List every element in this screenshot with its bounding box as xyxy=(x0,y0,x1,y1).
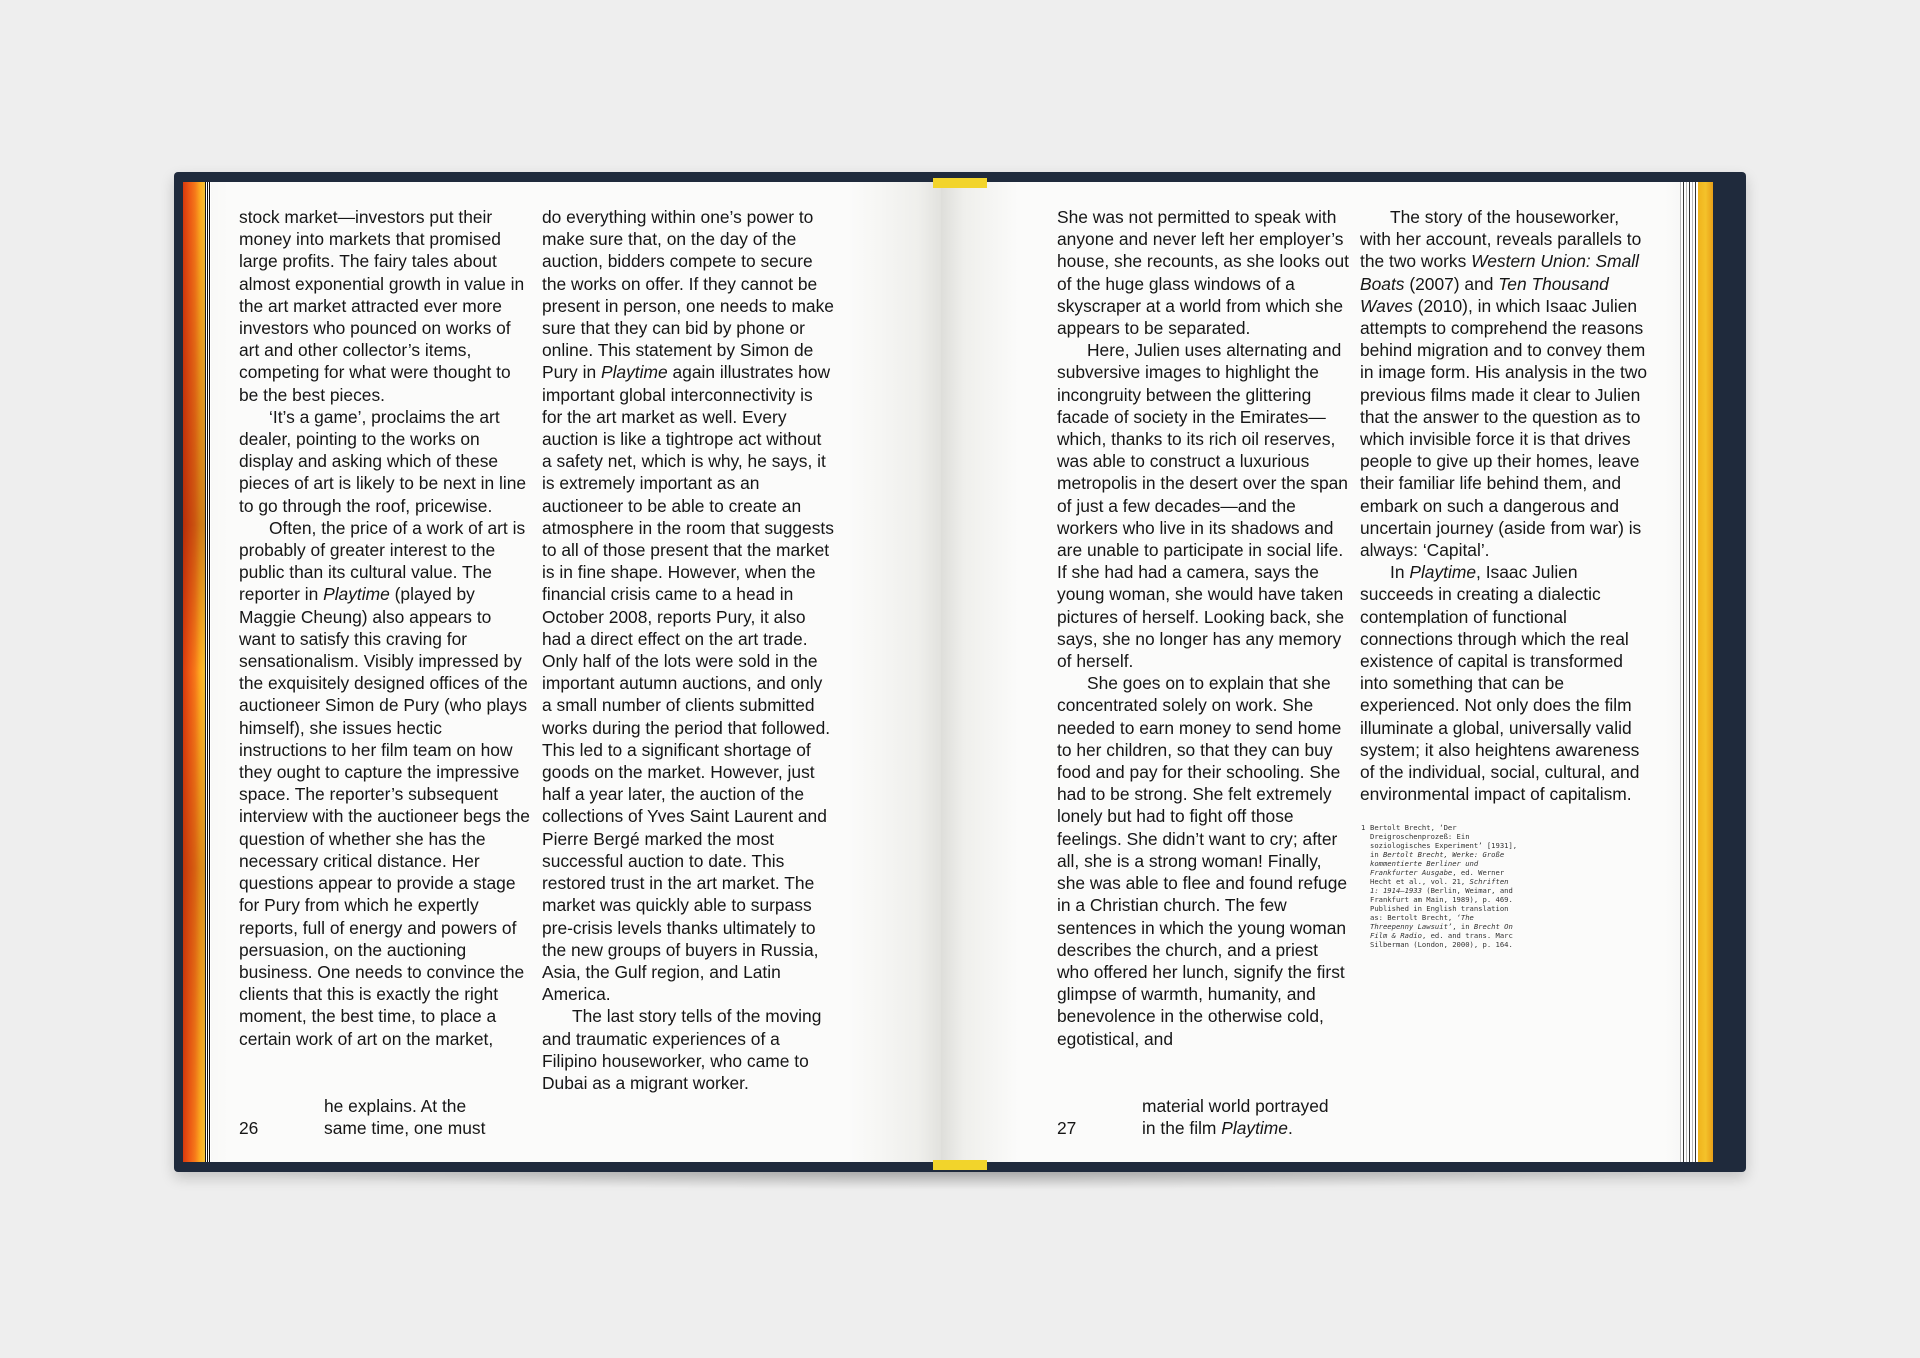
tail-line: in the film Playtime. xyxy=(1142,1118,1293,1139)
left-page-edge-print xyxy=(183,182,205,1162)
paragraph: The last story tells of the moving and traumatic experiences of a Filipino houseworker, who came to Dubai as a migrant worker. xyxy=(542,1006,822,1093)
bookmark-ribbon-bottom xyxy=(933,1160,987,1170)
left-page-column-1 xyxy=(239,206,531,1050)
tail-line: material world portrayed xyxy=(1142,1096,1329,1116)
footnote xyxy=(1361,823,1521,949)
paragraph: Often, the price of a work of art is probably of greater interest to the public than its cultural value. The reporter in Playtime (played by Maggie Cheung) also appears to want to satisfy this craving for sensationalism. Visibly impressed by the exquisitely designed offices of the auctioneer Simon de Pury (who plays himself), she issues hectic instructions to her film team on how they ought to capture the impressive space. The reporter’s subsequent interview with the auctioneer begs the question of whether she has the necessary critical distance. Her questions appear to provide a stage for Pury from which he expertly reports, full of energy and powers of persuasion, on the auctioning business. One needs to convince the clients that this is exactly the right moment, the best time, to place a certain work of art on the market, xyxy=(239,517,530,1049)
paragraph: stock market—investors put their money into markets that promised large profits. The fairy tales about almost exponential growth in value in the art market attracted ever more investors who pounced on works of art and other collector’s items, competing for what were thought to be the best pieces. xyxy=(239,207,525,405)
bookmark-ribbon-top xyxy=(933,178,987,188)
paragraph: ‘It’s a game’, proclaims the art dealer, pointing to the works on display and asking which of these pieces of art is likely to be next in line to go through the roof, pricewise. xyxy=(239,406,527,516)
right-page-edge-lines xyxy=(1680,182,1698,1162)
paragraph: In Playtime, Isaac Julien succeeds in creating a dialectic contemplation of functional connections through which the real existence of capital is transformed into something that can be experienced. Not only does the film illuminate a global, universally valid system; it also heightens awareness of the individual, social, cultural, and environmental impact of capitalism. xyxy=(1360,562,1640,805)
paragraph: do everything within one’s power to make sure that, on the day of the auction, bidders compete to secure the works on offer. If they cannot be present in person, one needs to make sure that they can bid by phone or online. This statement by Simon de Pury in Playtime again illustrates how important global interconnectivity is for the art market as well. Every auction is like a tightrope act without a safety net, which is why, he says, it is extremely important as an auctioneer to be able to create an atmosphere in the room that suggests to all of those present that the market is in fine shape. However, when the financial crisis came to a head in October 2008, reports Pury, it also had a direct effect on the art trade. Only half of the lots were sold in the important autumn auctions, and only a small number of clients submitted works during the period that followed. This led to a significant shortage of goods on the market. However, just half a year later, the auction of the collections of Yves Saint Laurent and Pierre Bergé marked the most successful auction to date. This restored trust in the art market. The market was quickly able to surpass pre-crisis levels thanks ultimately to the new groups of buyers in Russia, Asia, the Gulf region, and Latin America. xyxy=(542,207,834,1005)
paragraph: Here, Julien uses alternating and subversive images to highlight the incongruity between the glittering facade of society in the Emirates—which, thanks to its rich oil reserves, was able to construct a luxurious metropolis in the desert over the span of just a few decades—and the workers who live in its shadows and are unable to participate in social life. If she had had a camera, says the young woman, she would have taken pictures of herself. Looking back, she says, she no longer has any memory of herself. xyxy=(1057,340,1348,672)
left-page-column-1-tail xyxy=(324,1095,485,1139)
page-number-left: 26 xyxy=(239,1118,259,1138)
left-page-column-2 xyxy=(542,206,835,1094)
tail-line: he explains. At the xyxy=(324,1096,467,1116)
right-page-column-1-tail xyxy=(1142,1095,1329,1139)
tail-line: same time, one must xyxy=(324,1118,486,1139)
footnote-text: Bertolt Brecht, ‘Der Dreigroschenprozeß: Ein soziologisches Experiment’ [1931], in Bertolt Brecht, Werke: Große kommentierte Berliner und Frankfurter Ausgabe, ed. Werner Hecht et al., vol. 21, Schriften 1: 1914–1933 (Berlin, Weimar, and Frankfurt am Main, 1989), p. 469. Published in English translation as: Bertolt Brecht, ‘The Threepenny Lawsuit’, in Brecht On Film & Radio, ed. and trans. Marc Silberman (London, 2000), p. 164. xyxy=(1370,823,1518,949)
paragraph: She goes on to explain that she concentrated solely on work. She needed to earn money to send home to her children, so that they can buy food and pay for their schooling. She had to be strong. She felt extremely lonely but had to fight off those feelings. She didn’t want to cry; after all, she is a strong woman! Finally, she was able to flee and found refuge in a Christian church. The few sentences in which the young woman describes the church, and a priest who offered her lunch, signify the first glimpse of warmth, humanity, and benevolence in the otherwise cold, egotistical, and xyxy=(1057,673,1348,1049)
right-page-edge-print xyxy=(1698,182,1713,1162)
left-page-edge-lines xyxy=(205,182,211,1162)
right-page-column-1 xyxy=(1057,206,1350,1050)
paragraph: She was not permitted to speak with anyone and never left her employer’s house, she recounts, as she looks out of the huge glass windows of a skyscraper at a world from which she appears to be separated. xyxy=(1057,207,1349,339)
footnote-number: 1 xyxy=(1361,823,1366,832)
right-page-column-2 xyxy=(1360,206,1652,805)
page-number-right: 27 xyxy=(1057,1118,1077,1138)
paragraph: The story of the houseworker, with her account, reveals parallels to the two works Western Union: Small Boats (2007) and Ten Thousand Waves (2010), in which Isaac Julien attempts to comprehend the reasons behind migration and to convey them in image form. His analysis in the two previous films made it clear to Julien that the answer to the question as to which invisible force it is that drives people to give up their homes, leave their familiar life behind them, and embark on such a dangerous and uncertain journey (aside from war) is always: ‘Capital’. xyxy=(1360,207,1648,561)
